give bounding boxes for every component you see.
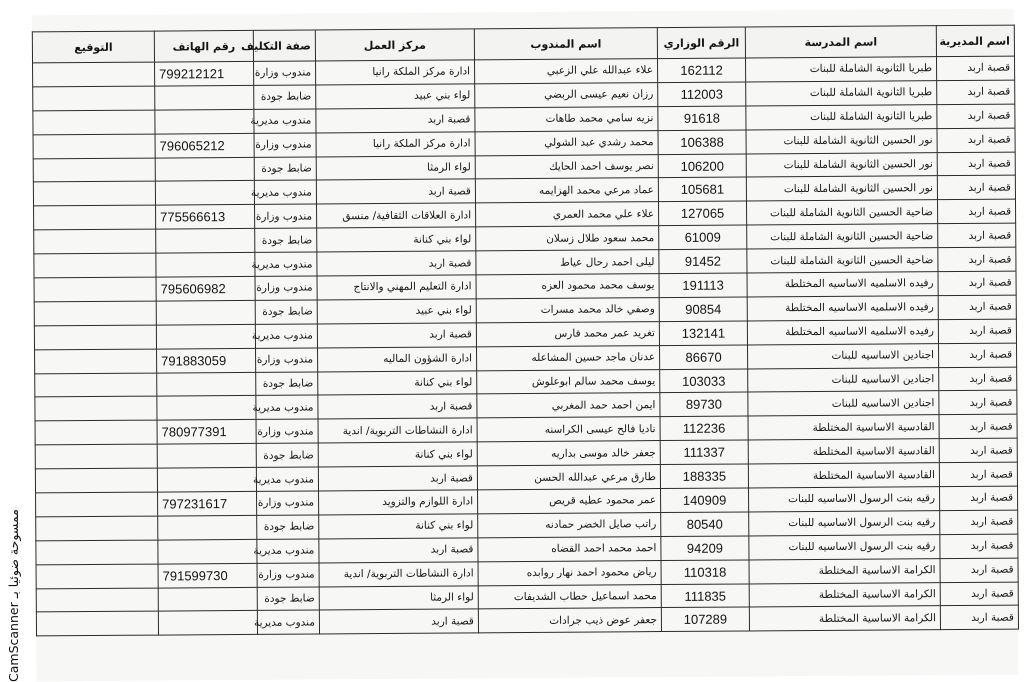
cell-phone: 796065212 [155, 133, 254, 158]
cell-ministry-number: 112236 [660, 416, 748, 441]
cell-directorate: قصبة اربد [940, 582, 1018, 606]
cell-signature [33, 134, 155, 159]
cell-ministry-number: 94209 [661, 536, 749, 561]
cell-directorate: قصبة اربد [937, 128, 1015, 152]
cell-ministry-number: 162112 [658, 58, 746, 83]
cell-workplace: لواء بني عبيد [317, 299, 476, 324]
cell-phone [155, 109, 254, 134]
cell-phone: 795606982 [156, 276, 255, 301]
cell-delegate: وصفي خالد محمد مسرات [476, 297, 659, 322]
cell-school: نور الحسين الثانوية الشاملة للبنات [746, 128, 937, 153]
camscanner-watermark: ممسوحة ضوئيا بـ CamScanner [6, 509, 21, 682]
cell-school: اجنادين الاساسيه للبنات [748, 391, 939, 416]
cell-delegate: احمد محمد احمد القضاه [478, 536, 661, 561]
cell-signature [33, 182, 155, 207]
cell-directorate: قصبة اربد [939, 391, 1017, 415]
cell-ministry-number: 107289 [661, 607, 749, 632]
cell-phone [158, 587, 257, 612]
cell-signature [36, 588, 158, 613]
cell-ministry-number: 106388 [658, 130, 746, 155]
cell-school: رفيده الاسلميه الاساسيه المختلطة [747, 296, 938, 321]
cell-signature [36, 540, 158, 565]
cell-role: مندوب مديرية [255, 252, 317, 276]
cell-ministry-number: 191113 [659, 273, 747, 298]
cell-school: الكرامة الاساسية المختلطة [749, 582, 940, 607]
cell-signature [33, 110, 155, 135]
cell-workplace: قصبة اربد [318, 394, 477, 419]
cell-directorate: قصبة اربد [939, 462, 1017, 486]
cell-phone [156, 253, 255, 278]
cell-role: مندوب مديرية [254, 109, 316, 133]
cell-delegate: جعفر عوض ذيب جرادات [478, 608, 661, 633]
cell-signature [34, 325, 156, 350]
cell-phone [157, 444, 256, 469]
cell-phone [155, 85, 254, 110]
header-delegate: اسم المندوب [474, 28, 657, 60]
cell-directorate: قصبة اربد [937, 152, 1015, 176]
cell-signature [34, 205, 156, 230]
header-school: اسم المدرسة [745, 26, 936, 58]
cell-workplace: لواء بني كنانة [318, 370, 477, 395]
cell-directorate: قصبة اربد [938, 223, 1016, 247]
cell-directorate: قصبة اربد [938, 271, 1016, 295]
cell-role: ضابط جودة [256, 443, 318, 467]
cell-signature [35, 397, 157, 422]
cell-workplace: قصبة اربد [319, 609, 478, 634]
delegates-table [32, 25, 1019, 637]
cell-directorate: قصبة اربد [940, 606, 1018, 630]
cell-signature [35, 468, 157, 493]
cell-phone [157, 468, 256, 493]
cell-signature [35, 444, 157, 469]
cell-school: اجنادين الاساسيه للبنات [748, 343, 939, 368]
cell-role: ضابط جودة [257, 587, 319, 611]
cell-ministry-number: 91618 [658, 106, 746, 131]
cell-school: الكرامة الاساسية المختلطة [749, 558, 940, 583]
cell-signature [33, 86, 155, 111]
cell-directorate: قصبة اربد [936, 56, 1014, 80]
cell-role: مندوب وزارة [256, 419, 318, 443]
cell-role: مندوب مديرية [256, 395, 318, 419]
cell-phone [155, 157, 254, 182]
cell-role: مندوب مديرية [257, 539, 319, 563]
cell-delegate: رزان نعيم عيسى الربضي [475, 82, 658, 107]
table-body [33, 56, 1019, 636]
cell-delegate: محمد سعود طلال زسلان [476, 226, 659, 251]
cell-phone [158, 515, 257, 540]
cell-phone [158, 611, 257, 636]
cell-ministry-number: 188335 [660, 464, 748, 489]
cell-signature [36, 612, 158, 637]
cell-school: طبريا الثانوية الشاملة للبنات [746, 57, 937, 82]
cell-workplace: قصبة اربد [316, 179, 475, 204]
cell-delegate: رياض محمود احمد نهار روابده [478, 560, 661, 585]
cell-directorate: قصبة اربد [938, 295, 1016, 319]
cell-role: مندوب وزارة [255, 276, 317, 300]
cell-phone [156, 229, 255, 254]
cell-signature [34, 229, 156, 254]
cell-signature [33, 158, 155, 183]
scanned-sheet [32, 9, 1019, 682]
cell-workplace: ادارة مركز الملكة رانيا [316, 60, 475, 85]
cell-role: ضابط جودة [257, 515, 319, 539]
cell-school: القادسية الاساسية المختلطة [748, 439, 939, 464]
cell-phone [158, 539, 257, 564]
cell-directorate: قصبة اربد [937, 80, 1015, 104]
cell-signature [36, 564, 158, 589]
cell-school: نور الحسين الثانوية الشاملة للبنات [746, 176, 937, 201]
cell-workplace: ادارة العلاقات الثقافية/ منسق [317, 203, 476, 228]
cell-school: ضاحية الحسين الثانوية الشاملة للبنات [747, 200, 938, 225]
cell-school: القادسية الاساسية المختلطة [748, 415, 939, 440]
cell-workplace: لواء بني عبيد [316, 84, 475, 109]
cell-role: مندوب مديرية [257, 610, 319, 634]
cell-signature [35, 373, 157, 398]
cell-delegate: ناديا فالح عيسى الكراسنه [477, 417, 660, 442]
cell-school: القادسية الاساسية المختلطة [748, 463, 939, 488]
cell-directorate: قصبة اربد [939, 438, 1017, 462]
cell-school: رقيه بنت الرسول الاساسيه للبنات [749, 534, 940, 559]
cell-signature [35, 349, 157, 374]
cell-workplace: ادارة الشؤون الماليه [318, 347, 477, 372]
cell-directorate: قصبة اربد [939, 367, 1017, 391]
cell-directorate: قصبة اربد [939, 486, 1017, 510]
cell-phone: 791883059 [157, 348, 256, 373]
cell-ministry-number: 89730 [660, 392, 748, 417]
cell-directorate: قصبة اربد [939, 414, 1017, 438]
cell-ministry-number: 140909 [661, 488, 749, 513]
cell-workplace: لواء الرمثا [319, 585, 478, 610]
header-role: صفة التكليف [253, 30, 315, 61]
cell-delegate: طارق مرعي عبدالله الحسن [477, 465, 660, 490]
cell-delegate: نصر يوسف احمد الحايك [475, 154, 658, 179]
cell-role: مندوب وزارة [255, 204, 317, 228]
cell-workplace: ادارة التعليم المهني والانتاج [317, 275, 476, 300]
cell-signature [36, 492, 158, 517]
cell-workplace: قصبة اربد [319, 538, 478, 563]
header-phone: رقم الهاتف [154, 30, 253, 62]
cell-signature [34, 301, 156, 326]
cell-school: طبريا الثانوية الشاملة للبنات [746, 104, 937, 129]
cell-ministry-number: 111337 [660, 440, 748, 465]
cell-delegate: جعفر خالد موسى بداريه [477, 441, 660, 466]
cell-directorate: قصبة اربد [938, 319, 1016, 343]
cell-workplace: لواء الرمثا [316, 155, 475, 180]
cell-phone [157, 372, 256, 397]
cell-school: رفيده الاسلميه الاساسيه المختلطة [747, 319, 938, 344]
header-workplace: مركز العمل [315, 29, 474, 61]
cell-ministry-number: 90854 [659, 297, 747, 322]
cell-delegate: محمد رشدي عبد الشولي [475, 130, 658, 155]
cell-workplace: ادارة النشاطات التربوية/ اندية [319, 562, 478, 587]
cell-phone: 775566613 [156, 205, 255, 230]
cell-directorate: قصبة اربد [940, 510, 1018, 534]
cell-delegate: عمر محمود عطيه قريص [478, 489, 661, 514]
cell-workplace: لواء بني كنانة [318, 442, 477, 467]
cell-ministry-number: 105681 [658, 177, 746, 202]
cell-role: مندوب مديرية [255, 324, 317, 348]
cell-delegate: ايمن احمد حمد المغربي [477, 393, 660, 418]
cell-school: نور الحسين الثانوية الشاملة للبنات [746, 152, 937, 177]
cell-delegate: عماد مرعي محمد الهزايمه [475, 178, 658, 203]
cell-phone: 797231617 [158, 491, 257, 516]
cell-role: ضابط جودة [255, 300, 317, 324]
cell-workplace: قصبة اربد [317, 251, 476, 276]
cell-workplace: قصبة اربد [317, 323, 476, 348]
cell-delegate: نزيه سامي محمد طاهات [475, 106, 658, 131]
cell-delegate: ليلى احمد رحال عياط [476, 250, 659, 275]
cell-workplace: ادارة النشاطات التربوية/ اندية [318, 418, 477, 443]
cell-role: ضابط جودة [254, 85, 316, 109]
cell-signature [33, 62, 155, 87]
cell-ministry-number: 132141 [659, 321, 747, 346]
cell-phone: 791599730 [158, 563, 257, 588]
cell-workplace: ادارة اللوازم والتزويد [319, 490, 478, 515]
cell-school: ضاحية الحسين الثانوية الشاملة للبنات [747, 224, 938, 249]
cell-ministry-number: 80540 [661, 512, 749, 537]
cell-signature [34, 277, 156, 302]
cell-role: مندوب مديرية [254, 180, 316, 204]
cell-role: مندوب وزارة [257, 563, 319, 587]
cell-ministry-number: 111835 [661, 584, 749, 609]
header-signature: التوقيع [32, 31, 154, 63]
cell-ministry-number: 91452 [659, 249, 747, 274]
cell-role: مندوب وزارة [257, 491, 319, 515]
cell-phone: 799212121 [155, 61, 254, 86]
cell-phone [156, 324, 255, 349]
cell-ministry-number: 61009 [659, 225, 747, 250]
cell-directorate: قصبة اربد [937, 199, 1015, 223]
cell-phone [157, 396, 256, 421]
cell-directorate: قصبة اربد [940, 534, 1018, 558]
cell-role: ضابط جودة [256, 372, 318, 396]
cell-delegate: علاء عبدالله علي الزعبي [475, 59, 658, 84]
cell-school: رقيه بنت الرسول الاساسيه للبنات [749, 511, 940, 536]
cell-delegate: راتب صايل الخضر حمادنه [478, 512, 661, 537]
cell-school: اجنادين الاساسيه للبنات [748, 367, 939, 392]
cell-ministry-number: 112003 [658, 82, 746, 107]
cell-delegate: تغريد عمر محمد فارس [476, 321, 659, 346]
cell-school: طبريا الثانوية الشاملة للبنات [746, 81, 937, 106]
cell-school: رقيه بنت الرسول الاساسيه للبنات [749, 487, 940, 512]
cell-delegate: يوسف محمد سالم ابوعلوش [477, 369, 660, 394]
cell-delegate: عدنان ماجد حسين المشاعله [477, 345, 660, 370]
cell-role: ضابط جودة [255, 228, 317, 252]
cell-delegate: محمد اسماعيل حطاب الشديفات [478, 584, 661, 609]
cell-delegate: يوسف محمد محمود العزه [476, 274, 659, 299]
cell-workplace: قصبة اربد [318, 466, 477, 491]
cell-directorate: قصبة اربد [937, 104, 1015, 128]
cell-school: الكرامة الاساسية المختلطة [749, 606, 940, 631]
cell-signature [36, 516, 158, 541]
cell-ministry-number: 127065 [659, 201, 747, 226]
cell-school: رفيده الاسلميه الاساسيه المختلطة [747, 272, 938, 297]
cell-signature [34, 253, 156, 278]
cell-directorate: قصبة اربد [937, 176, 1015, 200]
cell-role: ضابط جودة [254, 157, 316, 181]
cell-ministry-number: 86670 [660, 345, 748, 370]
cell-role: مندوب وزارة [254, 61, 316, 85]
cell-ministry-number: 106200 [658, 154, 746, 179]
header-ministry-number: الرقم الوزاري [657, 27, 745, 59]
cell-workplace: لواء بني كنانة [319, 514, 478, 539]
cell-ministry-number: 110318 [661, 560, 749, 585]
cell-ministry-number: 103033 [660, 369, 748, 394]
cell-role: مندوب وزارة [256, 348, 318, 372]
cell-phone [155, 181, 254, 206]
cell-directorate: قصبة اربد [940, 558, 1018, 582]
cell-directorate: قصبة اربد [938, 247, 1016, 271]
cell-role: مندوب مديرية [256, 467, 318, 491]
cell-school: ضاحية الحسين الثانوية الشاملة للبنات [747, 248, 938, 273]
cell-role: مندوب وزارة [254, 133, 316, 157]
cell-directorate: قصبة اربد [938, 343, 1016, 367]
cell-workplace: لواء بني كنانة [317, 227, 476, 252]
cell-workplace: ادارة مركز الملكة رانيا [316, 132, 475, 157]
cell-phone [156, 300, 255, 325]
cell-workplace: قصبة اربد [316, 108, 475, 133]
cell-delegate: علاء علي محمد العمري [476, 202, 659, 227]
cell-phone: 780977391 [157, 420, 256, 445]
header-directorate: اسم المديرية [936, 25, 1014, 57]
cell-signature [35, 420, 157, 445]
